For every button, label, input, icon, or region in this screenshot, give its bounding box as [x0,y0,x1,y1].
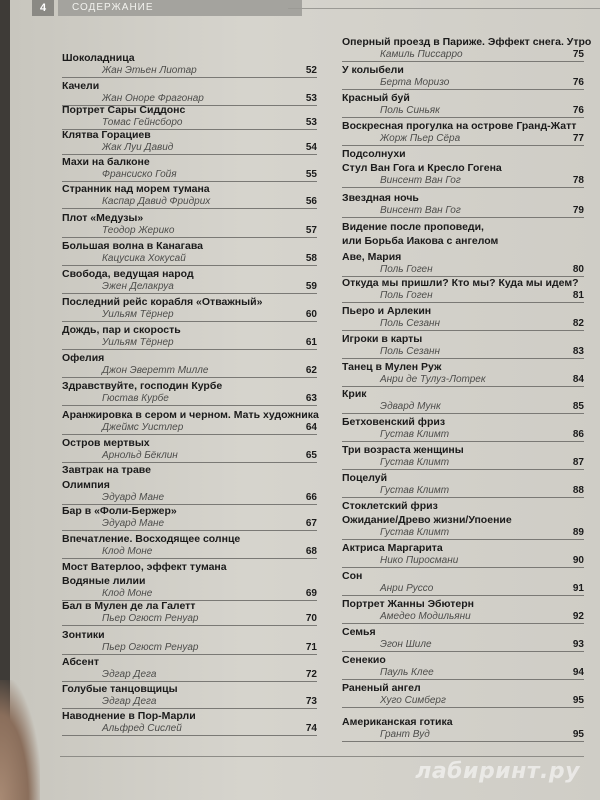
toc-entry-page-number: 84 [572,374,584,385]
toc-entry-page-number: 71 [305,642,317,653]
toc-entry-title: Подсолнухи [342,148,406,160]
toc-entry-title: Раненый ангел [342,682,421,694]
toc-entry-page-number: 52 [305,65,317,76]
toc-entry-title: Большая волна в Канагава [62,240,203,252]
toc-entry-artist: Берта Моризо [380,77,450,88]
toc-entry-page-number: 77 [572,133,584,144]
toc-entry-title: Американская готика [342,716,453,728]
toc-entry-page-number: 80 [572,264,584,275]
toc-entry-artist: Клод Моне [102,546,153,557]
toc-entry-title: Красный буй [342,92,410,104]
toc-entry-page-number: 64 [305,422,317,433]
toc-entry-page-number: 70 [305,613,317,624]
toc-entry-title: Клятва Горациев [62,129,151,141]
toc-entry-page-number: 94 [572,667,584,678]
toc-entry-title: Махи на балконе [62,156,150,168]
toc-entry-title: Актриса Маргарита [342,542,443,554]
toc-entry-artist: Эдвард Мунк [380,401,441,412]
toc-entry-page-number: 59 [305,281,317,292]
toc-entry-title: Ожидание/Древо жизни/Упоение [342,514,512,526]
toc-entry-artist: Густав Климт [380,457,450,468]
toc-entry-rule [62,681,317,682]
toc-entry-rule [62,77,317,78]
toc-entry-page-number: 76 [572,77,584,88]
toc-entry-title: Остров мертвых [62,437,150,449]
toc-entry-title: Бар в «Фоли-Бержер» [62,505,177,517]
toc-entry-rule [342,651,584,652]
toc-entry-rule [342,302,584,303]
toc-entry-artist: Франсиско Гойя [102,169,177,180]
toc-entry-rule [342,441,584,442]
toc-entry-artist: Жорж Пьер Сёра [380,133,461,144]
toc-entry-page-number: 87 [572,457,584,468]
toc-entry-rule [62,434,317,435]
toc-entry-artist: Уильям Тёрнер [102,309,174,320]
toc-entry-page-number: 88 [572,485,584,496]
toc-entry-page-number: 95 [572,729,584,740]
toc-entry-rule [342,539,584,540]
toc-entry-title: Зонтики [62,629,105,641]
toc-entry-page-number: 53 [305,117,317,128]
toc-entry-page-number: 79 [572,205,584,216]
toc-entry-artist: Пьер Огюст Ренуар [102,642,199,653]
toc-entry-page-number: 95 [572,695,584,706]
toc-entry-artist: Нико Пиросмани [380,555,459,566]
toc-entry-page-number: 89 [572,527,584,538]
toc-entry-rule [62,558,317,559]
toc-entry-title: Оперный проезд в Париже. Эффект снега. Утро [342,36,592,48]
toc-entry-artist: Томас Гейнсборо [102,117,183,128]
toc-entry-artist: Поль Синьяк [380,105,440,116]
section-header: СОДЕРЖАНИЕ [58,0,302,16]
toc-entry-rule [342,469,584,470]
toc-entry-artist: Винсент Ван Гог [380,175,461,186]
toc-entry-artist: Клод Моне [102,588,153,599]
toc-entry-title: Звездная ночь [342,192,419,204]
toc-entry-artist: Пауль Клее [380,667,434,678]
toc-entry-page-number: 85 [572,401,584,412]
toc-entry-title: Портрет Жанны Эбютерн [342,598,474,610]
toc-entry-page-number: 53 [305,93,317,104]
toc-entry-artist: Густав Климт [380,527,450,538]
toc-entry-artist: Эдгар Дега [102,696,157,707]
toc-entry-artist: Эдуард Мане [102,492,165,503]
toc-entry-page-number: 73 [305,696,317,707]
toc-entry-title: Бал в Мулен де ла Галетт [62,600,196,612]
toc-entry-page-number: 60 [305,309,317,320]
toc-entry-artist: Эдуард Мане [102,518,165,529]
toc-entry-rule [62,265,317,266]
toc-entry-artist: Жан Оноре Фрагонар [102,93,204,104]
toc-entry-page-number: 81 [572,290,584,301]
toc-entry-rule [62,462,317,463]
toc-entry-page-number: 93 [572,639,584,650]
toc-entry-page-number: 69 [305,588,317,599]
toc-entry-artist: Поль Гоген [380,290,433,301]
toc-entry-rule [62,293,317,294]
toc-entry-page-number: 63 [305,393,317,404]
toc-entry-page-number: 91 [572,583,584,594]
toc-entry-title: Семья [342,626,376,638]
toc-entry-rule [342,679,584,680]
toc-entry-rule [62,735,317,736]
toc-entry-title: Здравствуйте, господин Курбе [62,380,223,392]
toc-entry-rule [342,89,584,90]
toc-entry-title: Абсент [62,656,99,668]
toc-entry-artist: Камиль Писсарро [380,49,463,60]
toc-entry-artist: Анри Руссо [380,583,434,594]
toc-entry-rule [62,237,317,238]
toc-entry-title: Крик [342,388,367,400]
toc-entry-rule [342,413,584,414]
toc-entry-artist: Эжен Делакруа [102,281,174,292]
toc-entry-rule [342,623,584,624]
toc-entry-page-number: 57 [305,225,317,236]
toc-entry-rule [62,625,317,626]
toc-entry-title: Качели [62,80,100,92]
toc-entry-rule [342,61,584,62]
toc-entry-title: Мост Ватерлоо, эффект тумана [62,561,227,573]
toc-entry-artist: Винсент Ван Гог [380,205,461,216]
toc-entry-artist: Теодор Жерико [102,225,175,236]
toc-entry-page-number: 68 [305,546,317,557]
toc-entry-rule [342,386,584,387]
toc-entry-rule [342,187,584,188]
hand-shadow [0,680,40,800]
toc-entry-page-number: 54 [305,142,317,153]
toc-entry-rule [342,358,584,359]
toc-entry-artist: Джеймс Уистлер [102,422,184,433]
toc-entry-title: Свобода, ведущая народ [62,268,194,280]
toc-entry-rule [342,567,584,568]
toc-entry-rule [62,405,317,406]
toc-entry-page-number: 76 [572,105,584,116]
toc-entry-page-number: 67 [305,518,317,529]
toc-entry-title: Последний рейс корабля «Отважный» [62,296,263,308]
toc-entry-title: Воскресная прогулка на острове Гранд-Жатт [342,120,577,132]
toc-entry-page-number: 90 [572,555,584,566]
toc-entry-rule [62,654,317,655]
toc-entry-artist: Поль Гоген [380,264,433,275]
toc-entry-rule [342,595,584,596]
toc-entry-title: Голубые танцовщицы [62,683,178,695]
toc-entry-rule [62,208,317,209]
toc-entry-page-number: 92 [572,611,584,622]
toc-entry-title: Сенекио [342,654,386,666]
toc-entry-title: Водяные лилии [62,575,146,587]
toc-entry-title: Олимпия [62,479,110,491]
toc-entry-rule [342,330,584,331]
toc-entry-page-number: 58 [305,253,317,264]
toc-entry-title: Аранжировка в сером и черном. Мать художника [62,409,319,421]
header-divider [288,8,600,9]
toc-entry-page-number: 62 [305,365,317,376]
toc-entry-artist: Густав Климт [380,429,450,440]
toc-entry-artist: Уильям Тёрнер [102,337,174,348]
toc-entry-page-number: 61 [305,337,317,348]
toc-entry-page-number: 78 [572,175,584,186]
toc-entry-rule [62,181,317,182]
toc-entry-artist: Альфред Сислей [102,723,182,734]
toc-entry-title: Шоколадница [62,52,135,64]
toc-entry-title: Видение после проповеди, [342,221,484,233]
toc-entry-title: Поцелуй [342,472,388,484]
toc-entry-artist: Хуго Симберг [380,695,446,706]
toc-entry-artist: Эдгар Дега [102,669,157,680]
toc-entry-artist: Пьер Огюст Ренуар [102,613,199,624]
toc-entry-artist: Гюстав Курбе [102,393,169,404]
book-page [10,0,600,800]
toc-entry-title: Странник над морем тумана [62,183,210,195]
toc-entry-rule [62,708,317,709]
toc-entry-artist: Кацусика Хокусай [102,253,186,264]
toc-entry-title: Пьеро и Арлекин [342,305,432,317]
toc-entry-artist: Каспар Давид Фридрих [102,196,211,207]
toc-entry-page-number: 56 [305,196,317,207]
toc-entry-rule [342,707,584,708]
toc-entry-rule [62,321,317,322]
toc-entry-artist: Поль Сезанн [380,318,441,329]
toc-entry-page-number: 83 [572,346,584,357]
toc-entry-title: Стул Ван Гога и Кресло Гогена [342,162,502,174]
footer-divider [60,756,584,757]
toc-entry-artist: Густав Климт [380,485,450,496]
toc-entry-page-number: 86 [572,429,584,440]
toc-entry-page-number: 66 [305,492,317,503]
toc-entry-artist: Амедео Модильяни [380,611,471,622]
toc-entry-page-number: 75 [572,49,584,60]
toc-entry-title: Портрет Сары Сиддонс [62,104,186,116]
toc-entry-title: Бетховенский фриз [342,416,446,428]
toc-entry-artist: Жан Этьен Лиотар [102,65,197,76]
toc-entry-rule [62,377,317,378]
watermark-logo: лабиринт.ру [415,759,580,784]
toc-entry-title: Дождь, пар и скорость [62,324,181,336]
toc-entry-rule [342,497,584,498]
toc-entry-artist: Поль Сезанн [380,346,441,357]
toc-entry-page-number: 55 [305,169,317,180]
toc-entry-title: Аве, Мария [342,251,402,263]
toc-entry-title: Плот «Медузы» [62,212,144,224]
toc-entry-artist: Джон Эверетт Милле [102,365,209,376]
toc-entry-rule [342,117,584,118]
toc-entry-rule [62,154,317,155]
toc-entry-rule [342,145,584,146]
toc-entry-rule [62,349,317,350]
toc-entry-title: Стоклетский фриз [342,500,438,512]
toc-entry-page-number: 74 [305,723,317,734]
toc-entry-title: Игроки в карты [342,333,423,345]
toc-entry-title: Откуда мы пришли? Кто мы? Куда мы идем? [342,277,579,289]
toc-entry-rule [342,217,584,218]
toc-entry-rule [342,741,584,742]
toc-entry-title: Танец в Мулен Руж [342,361,442,373]
toc-entry-title: Впечатление. Восходящее солнце [62,533,241,545]
toc-entry-artist: Арнольд Бёклин [102,450,178,461]
toc-entry-page-number: 72 [305,669,317,680]
toc-entry-title: Наводнение в Пор-Марли [62,710,196,722]
toc-entry-title: Три возраста женщины [342,444,464,456]
toc-entry-title: или Борьба Иакова с ангелом [342,235,499,247]
toc-entry-artist: Грант Вуд [380,729,430,740]
toc-entry-title: Офелия [62,352,105,364]
toc-entry-page-number: 82 [572,318,584,329]
toc-entry-artist: Эгон Шиле [380,639,432,650]
toc-entry-page-number: 65 [305,450,317,461]
toc-entry-title: Сон [342,570,363,582]
toc-entry-rule [62,530,317,531]
page-number-tab: 4 [32,0,54,16]
toc-entry-title: У колыбели [342,64,404,76]
toc-entry-artist: Жак Луи Давид [102,142,174,153]
toc-entry-artist: Анри де Тулуз-Лотрек [380,374,486,385]
toc-entry-title: Завтрак на траве [62,464,151,476]
